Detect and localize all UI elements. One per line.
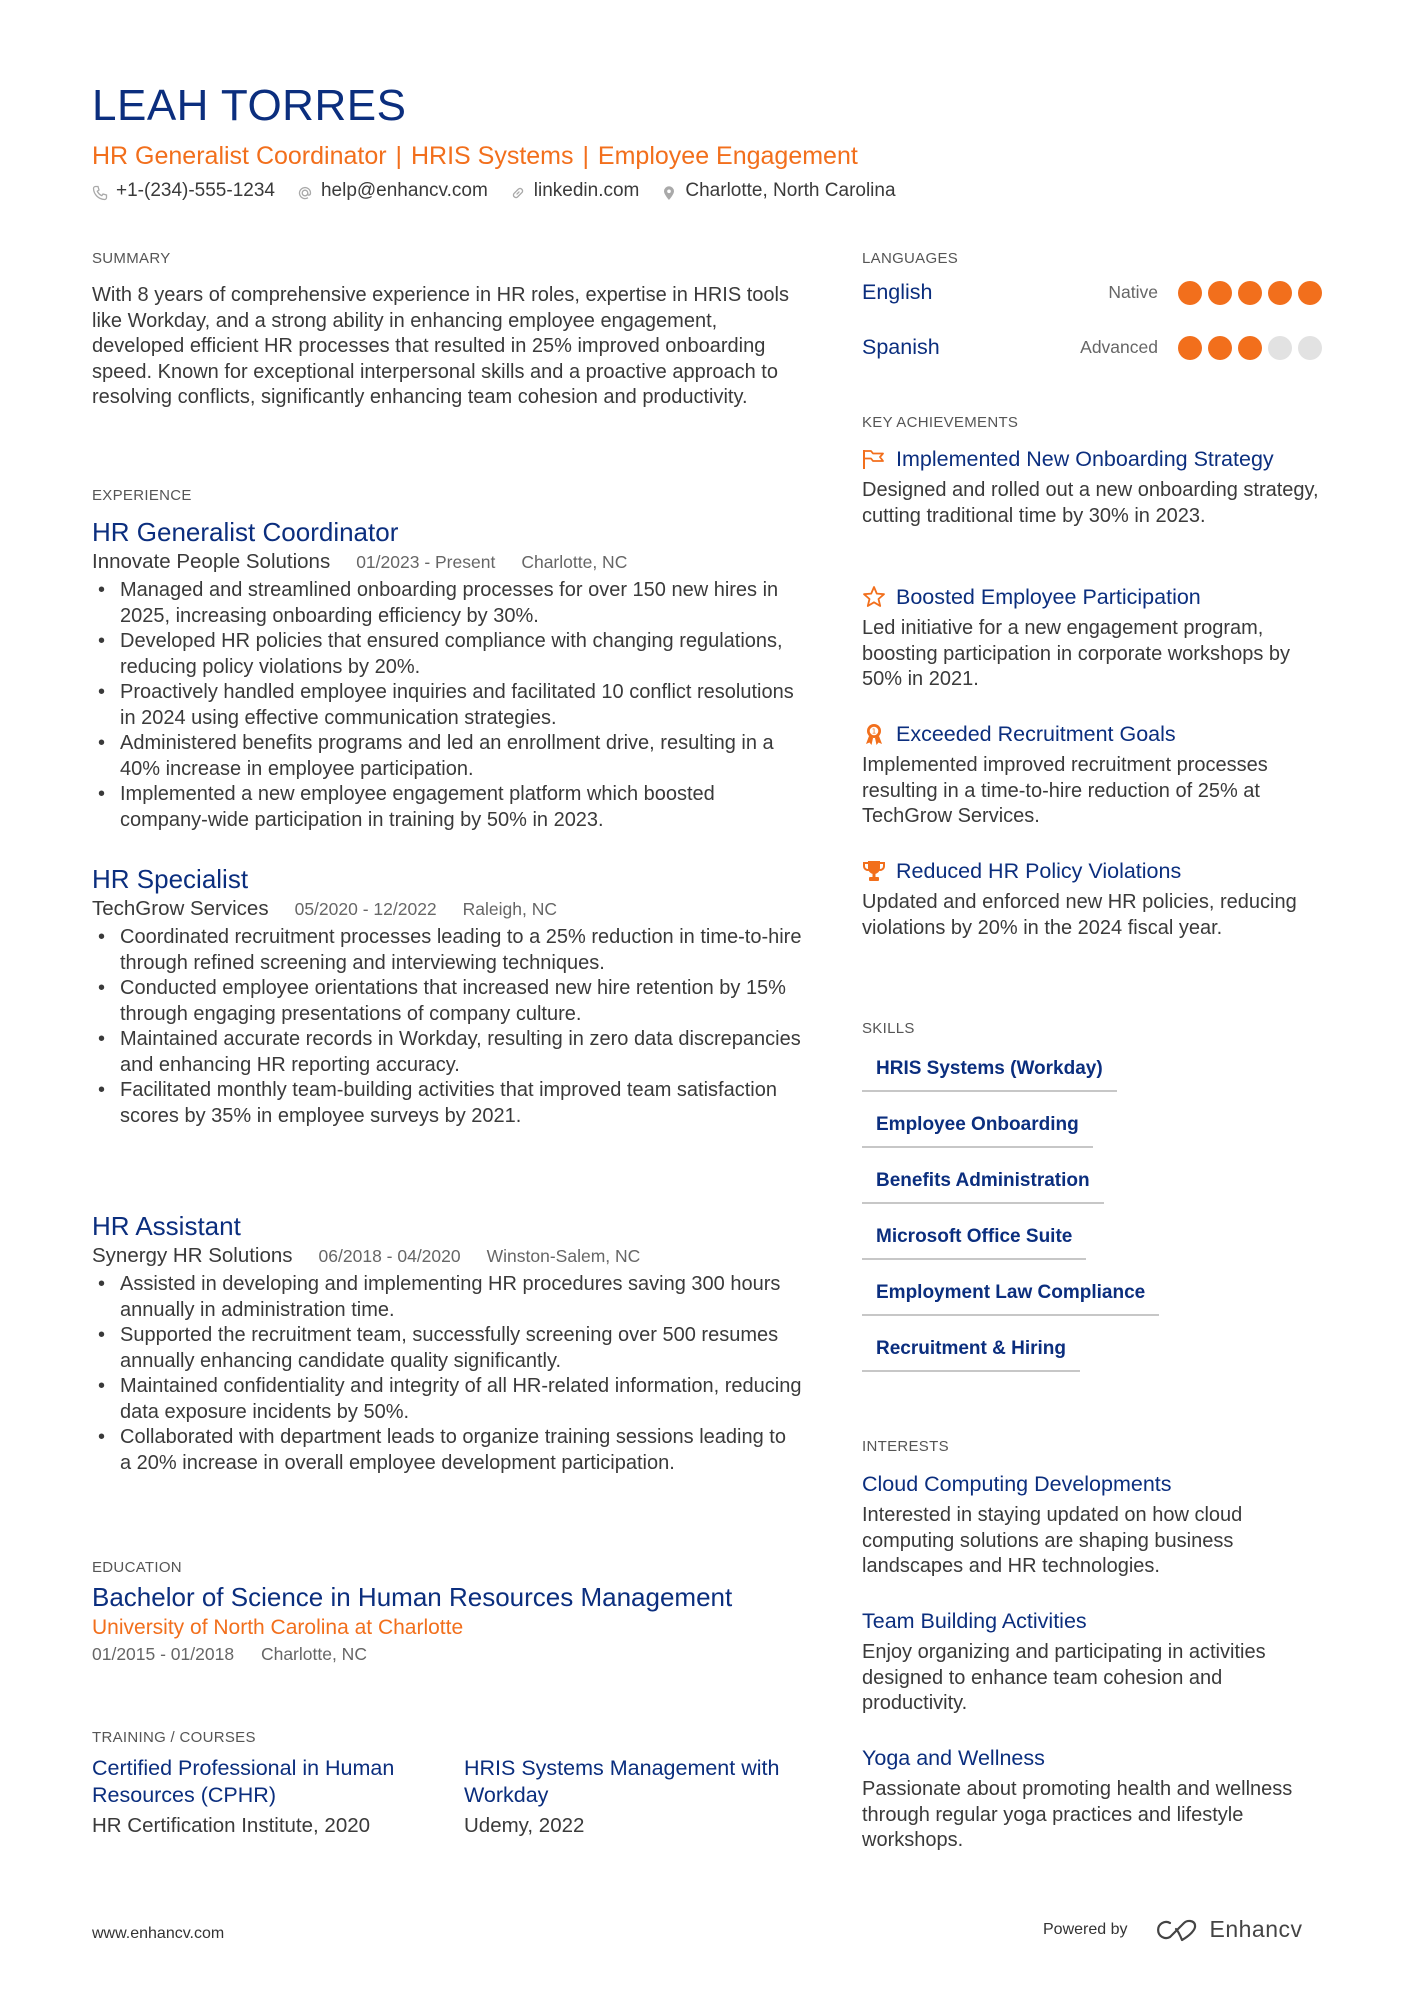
course-provider: HR Certification Institute, 2020 bbox=[92, 1814, 371, 1837]
bullet-item: • Maintained confidentiality and integrity of all HR-related information, reducing data exposure incidents by 50%. bbox=[92, 1374, 802, 1425]
flag-icon bbox=[862, 447, 886, 471]
degree: Bachelor of Science in Human Resources Management bbox=[92, 1582, 733, 1612]
skills-list bbox=[862, 1052, 1159, 1388]
contact-bar bbox=[92, 178, 918, 204]
language-name: Spanish bbox=[862, 335, 940, 359]
course-provider: Udemy, 2022 bbox=[464, 1814, 585, 1837]
achievement-item bbox=[862, 720, 1332, 830]
interest-title: Yoga and Wellness bbox=[862, 1746, 1045, 1770]
headline-separator: | bbox=[395, 142, 403, 170]
rating-dot-filled bbox=[1268, 281, 1292, 305]
company-name: Innovate People Solutions bbox=[92, 550, 331, 573]
education-entry bbox=[92, 1580, 812, 1666]
rating-dot-filled bbox=[1178, 336, 1202, 360]
star-icon bbox=[862, 585, 886, 609]
rating-dot-empty bbox=[1298, 336, 1322, 360]
language-row bbox=[862, 335, 1322, 360]
job-meta bbox=[92, 1242, 802, 1270]
skill-tag: Employee Onboarding bbox=[862, 1108, 1093, 1148]
brand-name: Enhancv bbox=[1209, 1916, 1303, 1942]
skill-tag: Benefits Administration bbox=[862, 1164, 1104, 1204]
bullet-item: • Assisted in developing and implementing HR procedures saving 300 hours annually in administration time. bbox=[92, 1272, 802, 1323]
bullet-item: • Administered benefits programs and led an enrollment drive, resulting in a 40% increase in employee participation. bbox=[92, 731, 802, 782]
contact-link[interactable] bbox=[510, 178, 640, 204]
skill-tag: Microsoft Office Suite bbox=[862, 1220, 1086, 1260]
skills-heading: SKILLS bbox=[862, 1020, 915, 1037]
job-location: Winston-Salem, NC bbox=[486, 1246, 641, 1266]
job-meta bbox=[92, 548, 802, 576]
job-entry bbox=[92, 1210, 802, 1476]
rating-dots bbox=[1172, 281, 1322, 305]
achievement-title: Reduced HR Policy Violations bbox=[896, 859, 1182, 883]
trophy-icon bbox=[862, 859, 886, 883]
achievement-desc: Implemented improved recruitment processes resulting in a time-to-hire reduction of 25% at TechGrow Services. bbox=[862, 754, 1268, 827]
summary-heading: SUMMARY bbox=[92, 250, 171, 267]
interest-item bbox=[862, 1607, 1332, 1717]
candidate-name: LEAH TORRES bbox=[92, 81, 407, 130]
job-entry bbox=[92, 863, 802, 1129]
achievements-heading: KEY ACHIEVEMENTS bbox=[862, 414, 1019, 431]
interest-desc: Interested in staying updated on how cloud computing solutions are shaping business landscapes and HR technologies. bbox=[862, 1504, 1243, 1577]
achievement-title: Implemented New Onboarding Strategy bbox=[896, 447, 1274, 471]
interest-item bbox=[862, 1470, 1332, 1580]
language-level: Advanced bbox=[1080, 337, 1158, 357]
interest-desc: Passionate about promoting health and wellness through regular yoga practices and lifestyle workshops. bbox=[862, 1778, 1293, 1851]
course-entry bbox=[92, 1755, 464, 1841]
job-meta bbox=[92, 895, 802, 923]
job-bullets bbox=[92, 1272, 802, 1476]
job-bullets bbox=[92, 925, 802, 1129]
link-icon bbox=[510, 183, 526, 199]
location-text: Charlotte, North Carolina bbox=[685, 180, 896, 201]
linkedin-link: linkedin.com bbox=[533, 180, 640, 201]
bullet-item: • Collaborated with department leads to organize training sessions leading to a 20% increase in overall employee development participation. bbox=[92, 1425, 802, 1476]
contact-location bbox=[661, 178, 895, 204]
course-title: HRIS Systems Management with Workday bbox=[464, 1756, 780, 1807]
job-entry bbox=[92, 516, 802, 833]
language-name: English bbox=[862, 280, 933, 304]
courses-list bbox=[92, 1755, 836, 1841]
education-meta bbox=[92, 1642, 812, 1666]
interests-heading: INTERESTS bbox=[862, 1438, 949, 1455]
achievement-title: Boosted Employee Participation bbox=[896, 585, 1201, 609]
language-row bbox=[862, 280, 1322, 305]
job-bullets bbox=[92, 578, 802, 833]
svg-text:1: 1 bbox=[871, 727, 877, 736]
company-name: Synergy HR Solutions bbox=[92, 1244, 293, 1267]
languages-heading: LANGUAGES bbox=[862, 250, 959, 267]
rating-dot-filled bbox=[1238, 281, 1262, 305]
bullet-item: • Coordinated recruitment processes leading to a 25% reduction in time-to-hire through refined screening and interviewing techniques. bbox=[92, 925, 802, 976]
skill-tag: Recruitment & Hiring bbox=[862, 1332, 1080, 1372]
medal-icon bbox=[862, 722, 886, 746]
at-icon bbox=[297, 183, 313, 199]
headline bbox=[92, 140, 858, 172]
summary-text: With 8 years of comprehensive experience in HR roles, expertise in HRIS tools like Workday, and a strong ability in enhancing employee engagement, developed efficient HR processes that resulted in 25% improved onboarding speed. Known for exceptional interpersonal skills and a proactive approach to resolving conflicts, significantly enhancing team cohesion and productivity. bbox=[92, 284, 789, 408]
skill-tag: Employment Law Compliance bbox=[862, 1276, 1159, 1316]
job-dates: 01/2023 - Present bbox=[356, 552, 496, 572]
job-dates: 05/2020 - 12/2022 bbox=[294, 899, 437, 919]
rating-dots bbox=[1172, 336, 1322, 360]
bullet-item: • Proactively handled employee inquiries and facilitated 10 conflict resolutions in 2024 using effective communication strategies. bbox=[92, 680, 802, 731]
email-address: help@enhancv.com bbox=[320, 180, 488, 201]
language-proficiency bbox=[1080, 336, 1322, 360]
interest-title: Team Building Activities bbox=[862, 1609, 1087, 1633]
achievement-item bbox=[862, 445, 1332, 529]
powered-by-label: Powered by bbox=[1043, 1920, 1128, 1938]
rating-dot-filled bbox=[1238, 336, 1262, 360]
achievement-desc: Led initiative for a new engagement program, boosting participation in corporate workshops by 50% in 2021. bbox=[862, 617, 1291, 690]
rating-dot-filled bbox=[1208, 336, 1232, 360]
footer-website-link[interactable]: www.enhancv.com bbox=[92, 1925, 225, 1942]
job-title: HR Assistant bbox=[92, 1211, 241, 1241]
experience-heading: EXPERIENCE bbox=[92, 487, 192, 504]
contact-phone[interactable] bbox=[92, 178, 275, 204]
achievement-desc: Designed and rolled out a new onboarding strategy, cutting traditional time by 30% in 2023. bbox=[862, 479, 1319, 527]
education-heading: EDUCATION bbox=[92, 1559, 182, 1576]
education-dates: 01/2015 - 01/2018 bbox=[92, 1644, 235, 1664]
interest-item bbox=[862, 1744, 1332, 1854]
rating-dot-filled bbox=[1298, 281, 1322, 305]
course-title: Certified Professional in Human Resources (CPHR) bbox=[92, 1756, 395, 1807]
phone-number: +1-(234)-555-1234 bbox=[116, 180, 275, 201]
achievement-title: Exceeded Recruitment Goals bbox=[896, 722, 1176, 746]
enhancv-logo bbox=[1154, 1916, 1303, 1943]
bullet-item: • Developed HR policies that ensured compliance with changing regulations, reducing policy violations by 20%. bbox=[92, 629, 802, 680]
headline-focus: Employee Engagement bbox=[597, 142, 858, 170]
headline-separator: | bbox=[582, 142, 589, 170]
bullet-item: • Conducted employee orientations that increased new hire retention by 15% through engaging presentations of company culture. bbox=[92, 976, 802, 1027]
achievement-item bbox=[862, 583, 1332, 693]
interest-desc: Enjoy organizing and participating in activities designed to enhance team cohesion and productivity. bbox=[862, 1641, 1266, 1714]
bullet-item: • Maintained accurate records in Workday, resulting in zero data discrepancies and enhancing HR reporting accuracy. bbox=[92, 1027, 802, 1078]
bullet-item: • Implemented a new employee engagement platform which boosted company-wide participation in training by 50% in 2023. bbox=[92, 782, 802, 833]
job-location: Charlotte, NC bbox=[521, 552, 628, 572]
job-title: HR Generalist Coordinator bbox=[92, 517, 399, 547]
course-entry bbox=[464, 1755, 836, 1841]
training-heading: TRAINING / COURSES bbox=[92, 1729, 256, 1746]
achievement-item bbox=[862, 857, 1332, 941]
headline-role: HR Generalist Coordinator bbox=[92, 142, 387, 170]
interest-title: Cloud Computing Developments bbox=[862, 1472, 1172, 1496]
rating-dot-filled bbox=[1208, 281, 1232, 305]
achievement-desc: Updated and enforced new HR policies, reducing violations by 20% in the 2024 fiscal year. bbox=[862, 891, 1297, 939]
skill-tag: HRIS Systems (Workday) bbox=[862, 1052, 1117, 1092]
bullet-item: • Supported the recruitment team, successfully screening over 500 resumes annually enhancing candidate quality significantly. bbox=[92, 1323, 802, 1374]
school-name: University of North Carolina at Charlotte bbox=[92, 1616, 464, 1639]
contact-email[interactable] bbox=[297, 178, 488, 204]
bullet-item: • Managed and streamlined onboarding processes for over 150 new hires in 2025, increasing onboarding efficiency by 30%. bbox=[92, 578, 802, 629]
bullet-item: • Facilitated monthly team-building activities that improved team satisfaction scores by 35% in employee surveys by 2021. bbox=[92, 1078, 802, 1129]
job-dates: 06/2018 - 04/2020 bbox=[318, 1246, 461, 1266]
job-location: Raleigh, NC bbox=[462, 899, 558, 919]
company-name: TechGrow Services bbox=[92, 897, 269, 920]
location-pin-icon bbox=[661, 183, 677, 199]
rating-dot-empty bbox=[1268, 336, 1292, 360]
phone-icon bbox=[92, 183, 108, 199]
education-location: Charlotte, NC bbox=[260, 1644, 367, 1664]
language-level: Native bbox=[1108, 282, 1158, 302]
footer-branding[interactable] bbox=[1043, 1916, 1303, 1943]
job-title: HR Specialist bbox=[92, 864, 249, 894]
rating-dot-filled bbox=[1178, 281, 1202, 305]
enhancv-logo-icon bbox=[1154, 1917, 1200, 1943]
language-proficiency bbox=[1108, 281, 1322, 305]
headline-skill: HRIS Systems bbox=[410, 142, 574, 170]
